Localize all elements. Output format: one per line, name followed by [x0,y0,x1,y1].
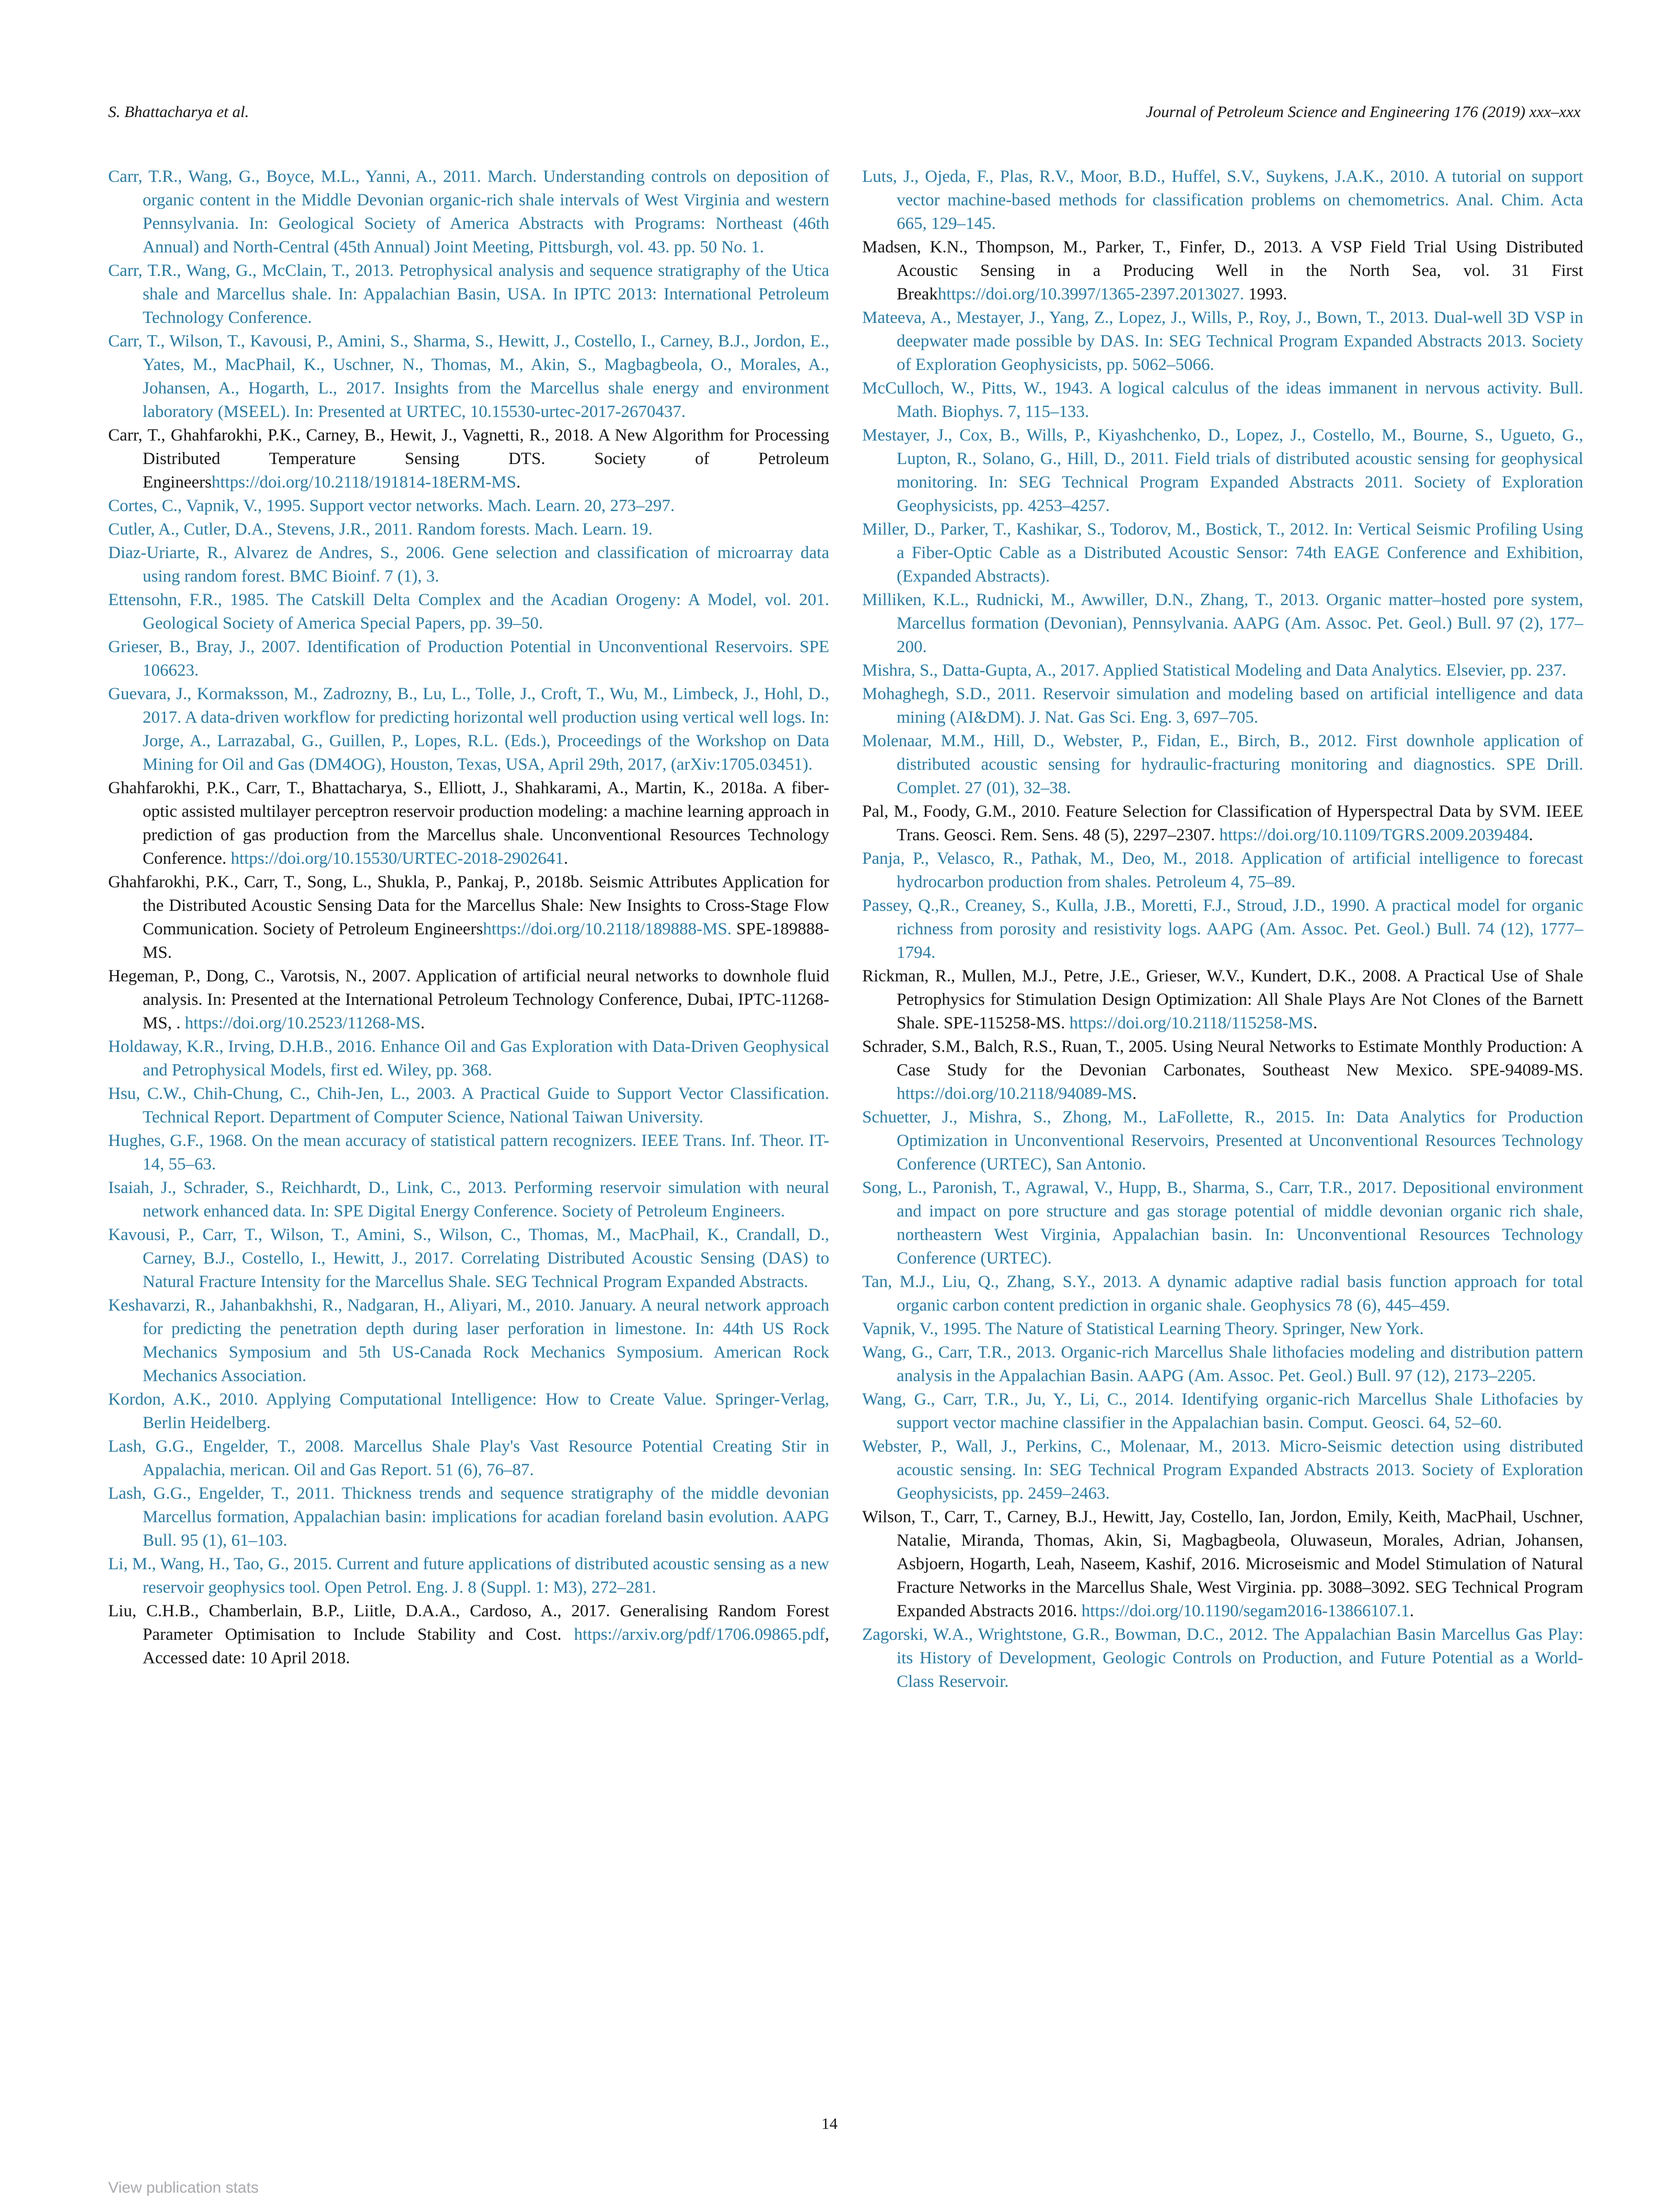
reference-link[interactable]: Isaiah, J., Schrader, S., Reichhardt, D., Link, C., 2013. Performing reservoir simulation with neural network enhanced data. In: SPE Digital Energy Conference. Society of Petroleum Engineers. [108,1178,829,1221]
reference-entry [108,965,829,1035]
reference-entry [108,635,829,682]
reference-entry [862,729,1583,800]
reference-link[interactable]: Holdaway, K.R., Irving, D.H.B., 2016. Enhance Oil and Gas Exploration with Data-Driven Geophysical and Petrophysical Models, first ed. Wiley, pp. 368. [108,1037,829,1080]
reference-entry [108,871,829,965]
reference-text: Schrader, S.M., Balch, R.S., Ruan, T., 2005. Using Neural Networks to Estimate Monthly Production: A Case Study for the Devonian Carbonates, Southeast New Mexico. SPE-94089-MS. [862,1037,1583,1080]
reference-link[interactable]: Mateeva, A., Mestayer, J., Yang, Z., Lopez, J., Wills, P., Roy, J., Bown, T., 2013. Dual-well 3D VSP in deepwater made possible by DAS. In: SEG Technical Program Expanded Abstracts 2013. Society of Exploration Geophysicists, pp. 5062–5066. [862,308,1583,374]
reference-entry [108,777,829,871]
reference-link[interactable]: https://doi.org/10.3997/1365-2397.2013027. [937,285,1244,304]
reference-link[interactable]: Song, L., Paronish, T., Agrawal, V., Hupp, B., Sharma, S., Carr, T.R., 2017. Depositional environment and impact on pore structure and gas storage potential of middle devonian organic rich shale, northeastern West Virginia, Appalachian basin. In: Unconventional Resources Technology Conference (URTEC). [862,1178,1583,1268]
reference-link[interactable]: https://doi.org/10.2118/94089-MS [897,1084,1133,1103]
reference-entry [862,1623,1583,1694]
reference-link[interactable]: Cortes, C., Vapnik, V., 1995. Support vector networks. Mach. Learn. 20, 273–297. [108,496,675,515]
reference-entry [108,259,829,330]
reference-text: Madsen, K.N., Thompson, M., Parker, T., Finfer, D., 2013. A VSP Field Trial Using Distributed Acoustic Sensing in a Producing Well in the North Sea, vol. 31 First Break [862,238,1583,304]
reference-entry [862,682,1583,729]
reference-link[interactable]: Webster, P., Wall, J., Perkins, C., Molenaar, M., 2013. Micro-Seismic detection using distributed acoustic sensing. In: SEG Technical Program Expanded Abstracts 2013. Society of Exploration Geophysicists, pp. 2459–2463. [862,1437,1583,1503]
reference-link[interactable]: Luts, J., Ojeda, F., Plas, R.V., Moor, B.D., Huffel, S.V., Suykens, J.A.K., 2010. A tutorial on support vector machine-based methods for classification problems on chemometrics. Anal. Chim. Acta 665, 129–145. [862,167,1583,233]
view-publication-stats-link[interactable]: View publication stats [108,2179,259,2196]
reference-entry [108,1600,829,1670]
reference-entry [862,894,1583,965]
reference-link[interactable]: Miller, D., Parker, T., Kashikar, S., Todorov, M., Bostick, T., 2012. In: Vertical Seismic Profiling Using a Fiber-Optic Cable as a Distributed Acoustic Sensor: 74th EAGE Conference and Exhibition, (Expanded Abstracts). [862,520,1583,586]
reference-link[interactable]: https://doi.org/10.1109/TGRS.2009.2039484 [1219,826,1529,844]
reference-text: SPE-189888-MS. [143,920,829,962]
reference-entry [108,1294,829,1388]
reference-entry [862,236,1583,306]
reference-link[interactable]: Ettensohn, F.R., 1985. The Catskill Delta Complex and the Acadian Orogeny: A Model, vol. 201. Geological Society of America Special Papers, pp. 39–50. [108,590,829,633]
reference-entry [108,1553,829,1600]
reference-text: . [1409,1602,1414,1620]
page-number: 14 [821,2114,838,2133]
reference-entry [108,494,829,518]
reference-text: 1993. [1244,285,1287,304]
reference-entry [862,1505,1583,1623]
reference-text: Pal, M., Foody, G.M., 2010. Feature Selection for Classification of Hyperspectral Data by SVM. IEEE Trans. Geosci. Rem. Sens. 48 (5), 2297–2307. [862,802,1583,844]
reference-entry [108,541,829,588]
reference-text: Wilson, T., Carr, T., Carney, B.J., Hewitt, Jay, Costello, Ian, Jordon, Emily, Keith, MacPhail, Uschner, Natalie, Miranda, Thomas, Akin, Si, Magbagbeola, Oluwaseun, Morales, Adrian, Johansen, Asbjoern, Hogarth, Leah, Naseem, Kashif, 2016. Microseismic and Model Stimulation of Natural Fracture Networks in the Marcellus Shale, West Virginia. pp. 3088–3092. SEG Technical Program Expanded Abstracts 2016. [862,1508,1583,1620]
reference-text: . [563,849,569,868]
reference-entry [862,306,1583,377]
reference-entry [862,165,1583,236]
reference-link[interactable]: Carr, T.R., Wang, G., McClain, T., 2013. Petrophysical analysis and sequence stratigraphy of the Utica shale and Marcellus shale. In: Appalachian Basin, USA. In IPTC 2013: International Petroleum Technology Conference. [108,261,829,327]
reference-text: . [1132,1084,1137,1103]
reference-entry [862,659,1583,682]
reference-link[interactable]: Molenaar, M.M., Hill, D., Webster, P., Fidan, E., Birch, B., 2012. First downhole application of distributed acoustic sensing for hydraulic-fracturing monitoring and diagnostics. SPE Drill. Complet. 27 (01), 32–38. [862,732,1583,797]
reference-link[interactable]: Mestayer, J., Cox, B., Wills, P., Kiyashchenko, D., Lopez, J., Costello, M., Bourne, S., Ugueto, G., Lupton, R., Solano, G., Hill, D., 2011. Field trials of distributed acoustic sensing for geophysical monitoring. In: SEG Technical Program Expanded Abstracts 2011. Society of Exploration Geophysicists, pp. 4253–4257. [862,426,1583,515]
reference-entry [862,965,1583,1035]
reference-entry [108,165,829,259]
reference-link[interactable]: https://doi.org/10.2118/115258-MS [1069,1014,1313,1033]
reference-link[interactable]: https://doi.org/10.15530/URTEC-2018-2902641 [230,849,564,868]
reference-link[interactable]: Hughes, G.F., 1968. On the mean accuracy of statistical pattern recognizers. IEEE Trans. Inf. Theor. IT-14, 55–63. [108,1131,829,1174]
reference-entry [862,424,1583,518]
reference-link[interactable]: Hsu, C.W., Chih-Chung, C., Chih-Jen, L., 2003. A Practical Guide to Support Vector Classification. Technical Report. Department of Computer Science, National Taiwan University. [108,1084,829,1127]
reference-link[interactable]: Lash, G.G., Engelder, T., 2008. Marcellus Shale Play's Vast Resource Potential Creating Stir in Appalachia, merican. Oil and Gas Report. 51 (6), 76–87. [108,1437,829,1479]
reference-entry [862,1317,1583,1341]
reference-link[interactable]: https://arxiv.org/pdf/1706.09865.pdf [574,1625,825,1644]
reference-entry [862,377,1583,424]
reference-text: Hegeman, P., Dong, C., Varotsis, N., 2007. Application of artificial neural networks to downhole fluid analysis. In: Presented at the International Petroleum Technology Conference, Dubai, IPTC-11268-MS, . [108,967,829,1033]
reference-entry [108,588,829,635]
reference-link[interactable]: https://doi.org/10.1190/segam2016-13866107.1 [1081,1602,1410,1620]
reference-entry [862,1435,1583,1505]
reference-link[interactable]: Carr, T., Wilson, T., Kavousi, P., Amini, S., Sharma, S., Hewitt, J., Costello, I., Carney, B.J., Jordon, E., Yates, M., MacPhail, K., Uschner, N., Thomas, M., Akin, S., Magbagbeola, O., Morales, A., Johansen, A., Hogarth, L., 2017. Insights from the Marcellus shale energy and environment laboratory (MSEEL). In: Presented at URTEC, 10.15530-urtec-2017-2670437. [108,332,829,421]
reference-entry [108,1176,829,1223]
reference-link[interactable]: Panja, P., Velasco, R., Pathak, M., Deo, M., 2018. Application of artificial intelligence to forecast hydrocarbon production from shales. Petroleum 4, 75–89. [862,849,1583,891]
reference-entry [862,847,1583,894]
reference-link[interactable]: Li, M., Wang, H., Tao, G., 2015. Current and future applications of distributed acoustic sensing as a new reservoir geophysics tool. Open Petrol. Eng. J. 8 (Suppl. 1: M3), 272–281. [108,1555,829,1597]
reference-entry [108,682,829,777]
reference-link[interactable]: https://doi.org/10.2118/189888-MS. [483,920,732,939]
reference-entry [108,1082,829,1129]
reference-entry [108,1388,829,1435]
reference-link[interactable]: Diaz-Uriarte, R., Alvarez de Andres, S., 2006. Gene selection and classification of microarray data using random forest. BMC Bioinf. 7 (1), 3. [108,543,829,586]
reference-link[interactable]: Mishra, S., Datta-Gupta, A., 2017. Applied Statistical Modeling and Data Analytics. Elsevier, pp. 237. [862,661,1567,680]
reference-entry [108,1129,829,1176]
reference-link[interactable]: Schuetter, J., Mishra, S., Zhong, M., LaFollette, R., 2015. In: Data Analytics for Production Optimization in Unconventional Reservoirs, Presented at Unconventional Resources Technology Conference (URTEC), San Antonio. [862,1108,1583,1174]
reference-link[interactable]: Cutler, A., Cutler, D.A., Stevens, J.R., 2011. Random forests. Mach. Learn. 19. [108,520,653,539]
reference-link[interactable]: Grieser, B., Bray, J., 2007. Identification of Production Potential in Unconventional Reservoirs. SPE 106623. [108,638,829,680]
reference-text: Ghahfarokhi, P.K., Carr, T., Bhattacharya, S., Elliott, J., Shahkarami, A., Martin, K., 2018a. A fiber-optic assisted multilayer perceptron reservoir production modeling: a machine learning approach in prediction of gas production from the Marcellus shale. Unconventional Resources Technology Conference. [108,779,829,868]
reference-link[interactable]: https://doi.org/10.2523/11268-MS [184,1014,421,1033]
running-head-journal: Journal of Petroleum Science and Engineering 176 (2019) xxx–xxx [1145,102,1581,121]
reference-link[interactable]: Vapnik, V., 1995. The Nature of Statistical Learning Theory. Springer, New York. [862,1319,1424,1338]
reference-entry [108,1435,829,1482]
reference-text: . [1313,1014,1318,1033]
reference-entry [862,1270,1583,1317]
reference-link[interactable]: Passey, Q.,R., Creaney, S., Kulla, J.B., Moretti, F.J., Stroud, J.D., 1990. A practical model for organic richness from porosity and resistivity logs. AAPG (Am. Assoc. Pet. Geol.) Bull. 74 (12), 1777–1794. [862,896,1583,962]
running-head-authors: S. Bhattacharya et al. [108,102,249,121]
reference-entry [862,1035,1583,1106]
reference-text: Rickman, R., Mullen, M.J., Petre, J.E., Grieser, W.V., Kundert, D.K., 2008. A Practical Use of Shale Petrophysics for Stimulation Design Optimization: All Shale Plays Are Not Clones of the Barnett Shale. SPE-115258-MS. [862,967,1583,1033]
reference-text: . [1528,826,1533,844]
reference-link[interactable]: Lash, G.G., Engelder, T., 2011. Thickness trends and sequence stratigraphy of the middle devonian Marcellus formation, Appalachian basin: implications for acadian foreland basin evolution. AAPG Bull. 95 (1), 61–103. [108,1484,829,1550]
reference-entry [862,1341,1583,1388]
reference-text: Liu, C.H.B., Chamberlain, B.P., Liitle, D.A.A., Cardoso, A., 2017. Generalising Random Forest Parameter Optimisation to Include Stability and Cost. [108,1602,829,1644]
reference-link[interactable]: Kordon, A.K., 2010. Applying Computational Intelligence: How to Create Value. Springer-Verlag, Berlin Heidelberg. [108,1390,829,1432]
reference-link[interactable]: Zagorski, W.A., Wrightstone, G.R., Bowman, D.C., 2012. The Appalachian Basin Marcellus Gas Play: its History of Development, Geologic Controls on Production, and Future Potential as a World-Class Reservoir. [862,1625,1583,1691]
reference-link[interactable]: Wang, G., Carr, T.R., 2013. Organic-rich Marcellus Shale lithofacies modeling and distribution pattern analysis in the Appalachian Basin. AAPG (Am. Assoc. Pet. Geol.) Bull. 97 (12), 2173–2205. [862,1343,1583,1385]
reference-entry [108,518,829,541]
reference-entry [862,1388,1583,1435]
reference-link[interactable]: McCulloch, W., Pitts, W., 1943. A logical calculus of the ideas immanent in nervous activity. Bull. Math. Biophys. 7, 115–133. [862,379,1583,421]
reference-link[interactable]: https://doi.org/10.2118/191814-18ERM-MS [211,473,516,492]
reference-link[interactable]: Keshavarzi, R., Jahanbakhshi, R., Nadgaran, H., Aliyari, M., 2010. January. A neural network approach for predicting the penetration depth during laser perforation in limestone. In: 44th US Rock Mechanics Symposium and 5th US-Canada Rock Mechanics Symposium. American Rock Mechanics Association. [108,1296,829,1385]
reference-text: Ghahfarokhi, P.K., Carr, T., Song, L., Shukla, P., Pankaj, P., 2018b. Seismic Attributes Application for the Distributed Acoustic Sensing Data for the Marcellus Shale: New Insights to Cross-Stage Flow Communication. Society of Petroleum Engineers [108,873,829,939]
reference-link[interactable]: Milliken, K.L., Rudnicki, M., Awwiller, D.N., Zhang, T., 2013. Organic matter–hosted pore system, Marcellus formation (Devonian), Pennsylvania. AAPG (Am. Assoc. Pet. Geol.) Bull. 97 (2), 177–200. [862,590,1583,656]
reference-link[interactable]: Carr, T.R., Wang, G., Boyce, M.L., Yanni, A., 2011. March. Understanding controls on deposition of organic content in the Middle Devonian organic-rich shale intervals of West Virginia and western Pennsylvania. In: Geological Society of America Abstracts with Programs: Northeast (46th Annual) and North-Central (45th Annual) Joint Meeting, Pittsburgh, vol. 43. pp. 50 No. 1. [108,167,829,257]
reference-text: . [516,473,521,492]
reference-entry [862,518,1583,588]
reference-entry [862,588,1583,659]
reference-entry [108,424,829,494]
reference-text: . [420,1014,425,1033]
reference-entry [862,800,1583,847]
reference-entry [862,1106,1583,1176]
reference-entry [108,1223,829,1294]
reference-entry [108,1035,829,1082]
reference-entry [108,330,829,424]
reference-text: Carr, T., Ghahfarokhi, P.K., Carney, B., Hewit, J., Vagnetti, R., 2018. A New Algorithm for Processing Distributed Temperature Sensing DTS. Society of Petroleum Engineers [108,426,829,492]
reference-link[interactable]: Wang, G., Carr, T.R., Ju, Y., Li, C., 2014. Identifying organic-rich Marcellus Shale Lithofacies by support vector machine classifier in the Appalachian basin. Comput. Geosci. 64, 52–60. [862,1390,1583,1432]
reference-entry [108,1482,829,1553]
reference-text: , Accessed date: 10 April 2018. [143,1625,829,1667]
reference-link[interactable]: Mohaghegh, S.D., 2011. Reservoir simulation and modeling based on artificial intelligence and data mining (AI&DM). J. Nat. Gas Sci. Eng. 3, 697–705. [862,685,1583,727]
references-column-right [862,165,1583,1694]
reference-link[interactable]: Kavousi, P., Carr, T., Wilson, T., Amini, S., Wilson, C., Thomas, M., MacPhail, K., Crandall, D., Carney, B.J., Costello, I., Hewitt, J., 2017. Correlating Distributed Acoustic Sensing (DAS) to Natural Fracture Intensity for the Marcellus Shale. SEG Technical Program Expanded Abstracts. [108,1225,829,1291]
reference-link[interactable]: Tan, M.J., Liu, Q., Zhang, S.Y., 2013. A dynamic adaptive radial basis function approach for total organic carbon content prediction in organic shale. Geophysics 78 (6), 445–459. [862,1272,1583,1315]
reference-link[interactable]: Guevara, J., Kormaksson, M., Zadrozny, B., Lu, L., Tolle, J., Croft, T., Wu, M., Limbeck, J., Hohl, D., 2017. A data-driven workflow for predicting horizontal well production using vertical well logs. In: Jorge, A., Larrazabal, G., Guillen, P., Lopes, R.L. (Eds.), Proceedings of the Workshop on Data Mining for Oil and Gas (DM4OG), Houston, Texas, USA, April 29th, 2017, (arXiv:1705.03451). [108,685,829,774]
reference-entry [862,1176,1583,1270]
references-column-left [108,165,829,1670]
